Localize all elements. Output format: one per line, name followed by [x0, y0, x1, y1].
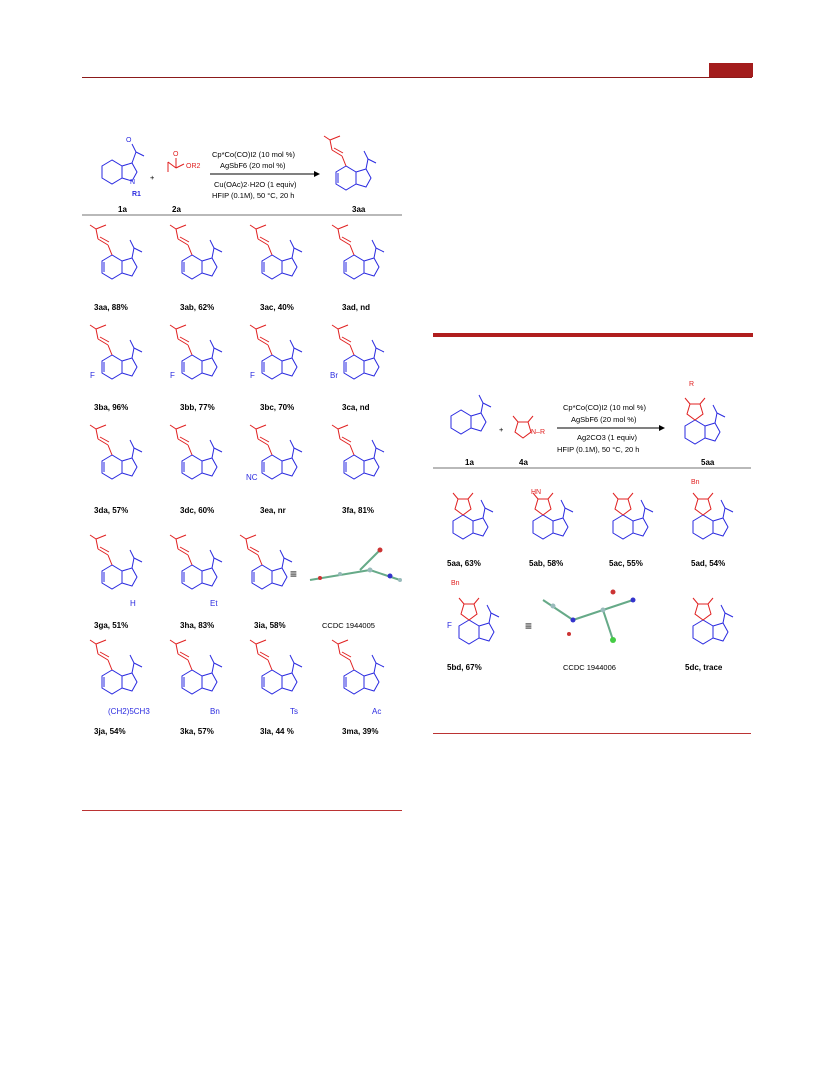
sub-bn: Bn — [210, 707, 220, 716]
label-3ka: 3ka, 57% — [180, 727, 214, 736]
compound-3ja — [90, 640, 142, 694]
r-label: R — [689, 381, 695, 388]
plus-sign: + — [150, 173, 155, 182]
condition-1: Cp*Co(CO)I2 (10 mol %) — [212, 150, 295, 159]
compound-3ma — [332, 640, 384, 694]
or2-label: OR2 — [186, 163, 201, 170]
crystal-structure-1 — [310, 548, 402, 583]
label-3fa: 3fa, 81% — [342, 506, 375, 515]
label-3ba: 3ba, 96% — [94, 403, 129, 412]
reagent-1a-label: 1a — [118, 205, 127, 214]
compound-5bd — [459, 598, 499, 644]
label-5ad: 5ad, 54% — [691, 559, 726, 568]
scheme1-footer-rule — [82, 810, 402, 811]
label-3ia: 3ia, 58% — [254, 621, 286, 630]
label-3ad: 3ad, nd — [342, 303, 371, 312]
compound-3ea — [250, 425, 302, 479]
sub-bn-2: Bn — [451, 580, 460, 587]
compound-3ac — [250, 225, 302, 279]
condition2-4: HFIP (0.1M), 50 °C, 20 h — [557, 445, 640, 454]
compound-3aa — [90, 225, 142, 279]
sub-chain: (CH2)5CH3 — [108, 707, 150, 716]
r1-label: R1 — [132, 191, 141, 198]
sub-f-5bd: F — [447, 621, 452, 630]
equiv-sign-1: ≡ — [290, 567, 298, 581]
label-3ea: 3ea, nr — [260, 506, 286, 515]
crystal-structure-2 — [543, 590, 636, 644]
nr-label: N–R — [531, 429, 546, 436]
label-3ja: 3ja, 54% — [94, 727, 126, 736]
condition2-1: Cp*Co(CO)I2 (10 mol %) — [563, 403, 646, 412]
compound-3dc — [170, 425, 222, 479]
compound-3ab — [170, 225, 222, 279]
compound-3bc — [250, 325, 302, 379]
equiv-sign-2: ≡ — [525, 619, 533, 633]
compound-3ha — [170, 535, 222, 589]
svg-text:N: N — [130, 179, 136, 186]
compound-3ba — [90, 325, 142, 379]
label-3ha: 3ha, 83% — [180, 621, 215, 630]
condition-4: HFIP (0.1M), 50 °C, 20 h — [212, 191, 295, 200]
product-3aa-structure — [324, 136, 376, 190]
scheme-1 — [82, 110, 412, 750]
condition2-3: Ag2CO3 (1 equiv) — [577, 433, 638, 442]
compound-3da — [90, 425, 142, 479]
ccdc-1944006: CCDC 1944006 — [563, 663, 616, 672]
reagent-2a-structure — [168, 151, 184, 172]
compound-5ab — [533, 493, 573, 539]
compound-3ad — [332, 225, 384, 279]
sub-hn: HN — [531, 489, 542, 496]
compound-3la — [250, 640, 302, 694]
reagent-4a-structure — [513, 416, 533, 438]
scheme2-footer-rule — [433, 733, 751, 734]
plus-sign-2: + — [499, 425, 504, 434]
label-3ab: 3ab, 62% — [180, 303, 215, 312]
label-3aa: 3aa, 88% — [94, 303, 128, 312]
ccdc-1944005: CCDC 1944005 — [322, 621, 375, 630]
arrow-head — [314, 171, 320, 177]
sub-f-1: F — [90, 371, 95, 380]
arrow-head-2 — [659, 425, 665, 431]
label-3bb: 3bb, 77% — [180, 403, 215, 412]
sub-h: H — [130, 599, 136, 608]
label-5aa: 5aa, 63% — [447, 559, 481, 568]
label-3ac: 3ac, 40% — [260, 303, 294, 312]
compound-3bb — [170, 325, 222, 379]
scheme-2 — [433, 370, 753, 690]
label-3ma: 3ma, 39% — [342, 727, 379, 736]
label-5dc: 5dc, trace — [685, 663, 723, 672]
svg-text:O: O — [126, 137, 132, 144]
condition2-2: AgSbF6 (20 mol %) — [571, 415, 637, 424]
compound-3fa — [332, 425, 384, 479]
product-5aa-label: 5aa — [701, 458, 715, 467]
label-3dc: 3dc, 60% — [180, 506, 215, 515]
compound-5aa — [453, 493, 493, 539]
compound-3ka — [170, 640, 222, 694]
label-3ca: 3ca, nd — [342, 403, 370, 412]
label-3ga: 3ga, 51% — [94, 621, 129, 630]
compound-5ac — [613, 493, 653, 539]
reagent-1a-structure-2 — [451, 395, 491, 434]
header-rule — [82, 77, 752, 78]
sub-et: Et — [210, 599, 218, 608]
compound-3ca — [332, 325, 384, 379]
sub-f-2: F — [170, 371, 175, 380]
sub-br: Br — [330, 371, 338, 380]
sub-ts: Ts — [290, 707, 298, 716]
product-3aa-label: 3aa — [352, 205, 366, 214]
compound-3ia — [240, 535, 292, 589]
label-5ab: 5ab, 58% — [529, 559, 564, 568]
svg-text:O: O — [173, 151, 179, 158]
label-5bd: 5bd, 67% — [447, 663, 482, 672]
sub-nc: NC — [246, 473, 258, 482]
compound-5ad — [693, 493, 733, 539]
scheme2-top-rule — [433, 333, 753, 337]
reagent-1a-structure — [102, 137, 144, 186]
sub-bn-1: Bn — [691, 479, 700, 486]
header-tab — [709, 63, 753, 77]
reagent-1a-label-2: 1a — [465, 458, 474, 467]
reagent-4a-label: 4a — [519, 458, 528, 467]
condition-3: Cu(OAc)2·H2O (1 equiv) — [214, 180, 297, 189]
label-5ac: 5ac, 55% — [609, 559, 643, 568]
compound-3ga — [90, 535, 142, 589]
compound-5dc — [693, 598, 733, 644]
reagent-2a-label: 2a — [172, 205, 181, 214]
label-3da: 3da, 57% — [94, 506, 129, 515]
condition-2: AgSbF6 (20 mol %) — [220, 161, 286, 170]
sub-f-3: F — [250, 371, 255, 380]
sub-ac: Ac — [372, 707, 382, 716]
product-5aa-structure — [685, 398, 725, 444]
label-3bc: 3bc, 70% — [260, 403, 295, 412]
label-3la: 3la, 44 % — [260, 727, 294, 736]
